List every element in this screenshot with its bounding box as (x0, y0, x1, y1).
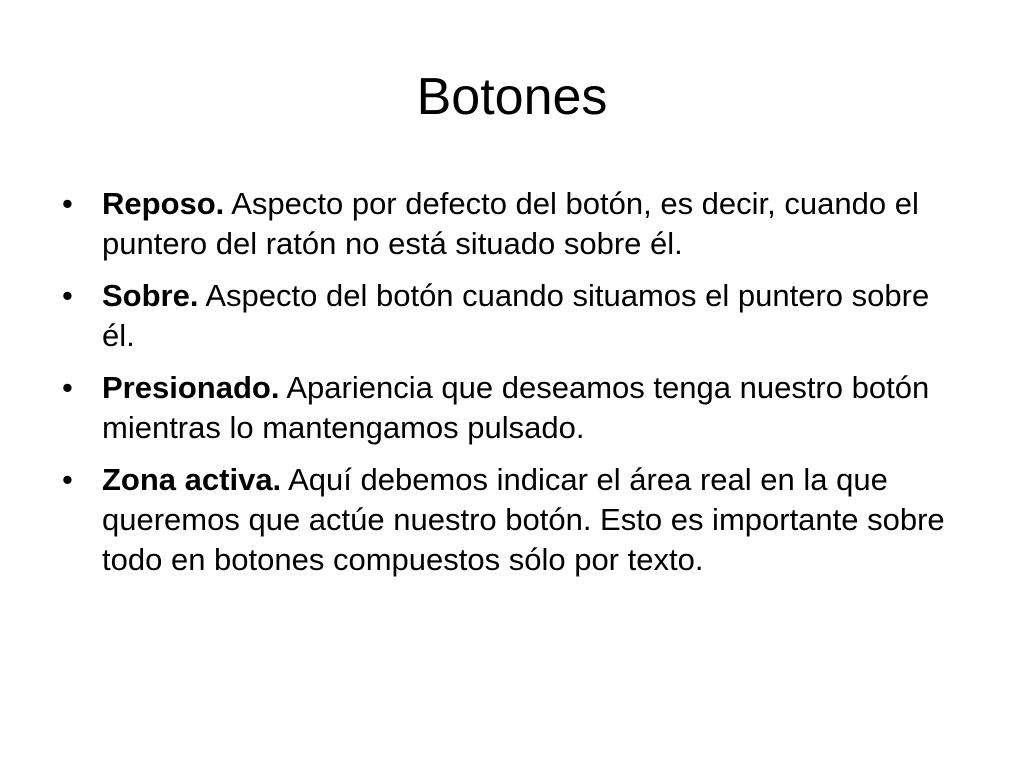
bullet-dot: • (62, 370, 73, 405)
bullet-item-presionado (60, 368, 960, 448)
bullet-text: Aspecto por defecto del botón, es decir, cuando el puntero del ratón no está situado sobre él. (102, 186, 919, 261)
bullet-dot: • (62, 278, 73, 313)
bullet-term: Presionado. (102, 370, 280, 405)
bullet-text: Aspecto del botón cuando situamos el puntero sobre él. (102, 278, 930, 353)
bullet-term: Zona activa. (102, 462, 282, 497)
bullet-list (60, 184, 960, 592)
bullet-item-reposo (60, 184, 960, 264)
bullet-item-sobre (60, 276, 960, 356)
bullet-text: Aquí debemos indicar el área real en la que queremos que actúe nuestro botón. Esto es importante sobre todo en botones compuestos sólo por texto. (102, 462, 945, 577)
bullet-text: Apariencia que deseamos tenga nuestro botón mientras lo mantengamos pulsado. (102, 370, 930, 445)
bullet-item-zona-activa (60, 460, 960, 580)
bullet-term: Sobre. (102, 278, 199, 313)
slide-title: Botones (416, 68, 608, 126)
bullet-term: Reposo. (102, 186, 225, 221)
bullet-dot: • (62, 462, 73, 497)
bullet-dot: • (62, 186, 73, 221)
